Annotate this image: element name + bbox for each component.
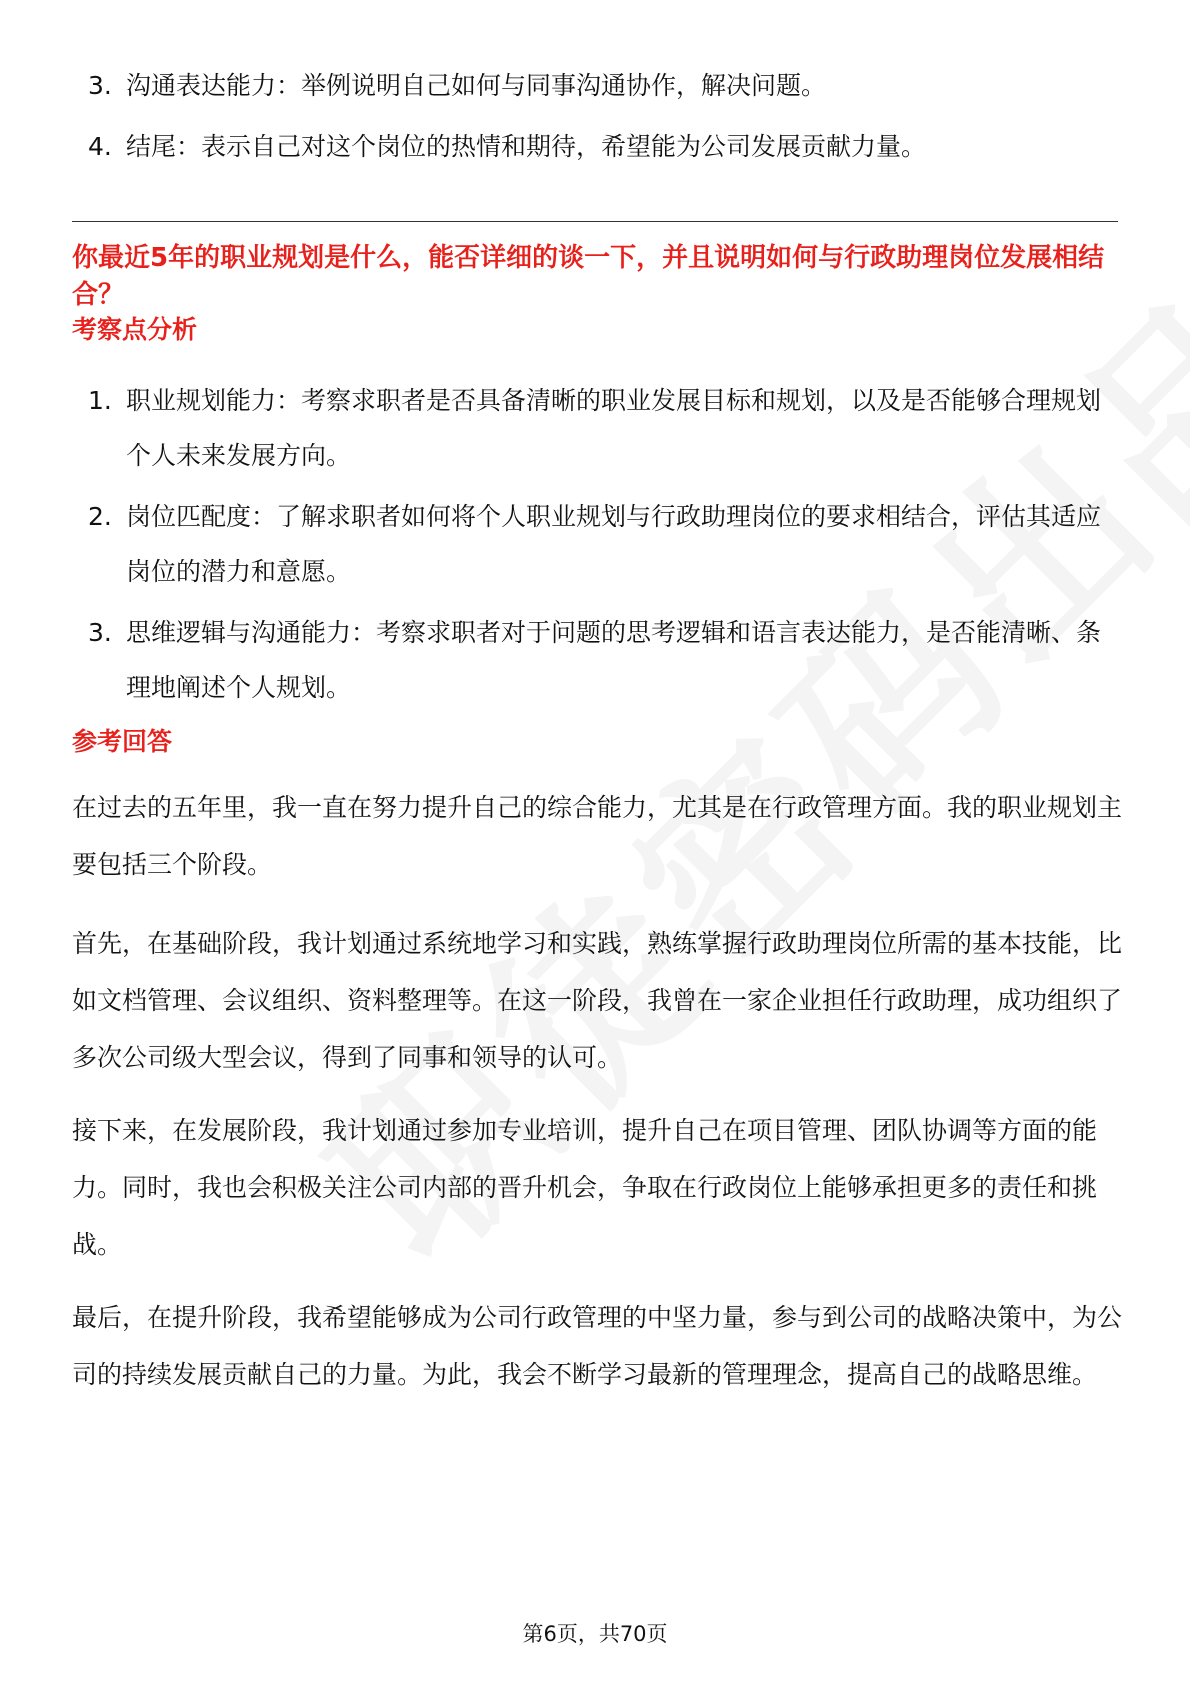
answer-paragraph: 首先，在基础阶段，我计划通过系统地学习和实践，熟练掌握行政助理岗位所需的基本技能，比如文档管理、会议组织、资料整理等。在这一阶段，我曾在一家企业担任行政助理，成功组织了多次公司级大型会议，得到了同事和领导的认可。 <box>72 929 1123 1072</box>
list-item <box>88 489 1118 599</box>
top-list <box>88 58 1118 180</box>
answer-label: 参考回答 <box>72 727 173 756</box>
answer-paragraph: 接下来，在发展阶段，我计划通过参加专业培训，提升自己在项目管理、团队协调等方面的能力。同时，我也会积极关注公司内部的晋升机会，争取在行政岗位上能够承担更多的责任和挑战。 <box>72 1116 1098 1259</box>
list-item-number: 2. <box>88 502 112 531</box>
question-heading: 你最近5年的职业规划是什么，能否详细的谈一下，并且说明如何与行政助理岗位发展相结合？ <box>72 243 1105 310</box>
analysis-label: 考察点分析 <box>72 315 198 344</box>
list-item-text: 岗位匹配度：了解求职者如何将个人职业规划与行政助理岗位的要求相结合，评估其适应岗位的潜力和意愿。 <box>126 502 1102 586</box>
answer-paragraph: 在过去的五年里，我一直在努力提升自己的综合能力，尤其是在行政管理方面。我的职业规划主要包括三个阶段。 <box>72 793 1123 879</box>
list-item-text: 思维逻辑与沟通能力：考察求职者对于问题的思考逻辑和语言表达能力，是否能清晰、条理地阐述个人规划。 <box>126 618 1102 702</box>
analysis-list <box>88 373 1118 721</box>
page-footer: 第6页，共70页 <box>522 1622 668 1646</box>
list-item-number: 3. <box>88 618 112 647</box>
list-item-text: 职业规划能力：考察求职者是否具备清晰的职业发展目标和规划，以及是否能够合理规划个人未来发展方向。 <box>126 386 1102 470</box>
list-item <box>88 373 1118 483</box>
list-item-number: 1. <box>88 386 112 415</box>
list-item <box>88 605 1118 715</box>
list-item-number: 4. <box>88 132 112 161</box>
list-item-text: 结尾：表示自己对这个岗位的热情和期待，希望能为公司发展贡献力量。 <box>126 132 927 161</box>
list-item <box>88 119 1118 174</box>
list-item <box>88 58 1118 113</box>
section-divider <box>72 221 1118 222</box>
answer-paragraph: 最后，在提升阶段，我希望能够成为公司行政管理的中坚力量，参与到公司的战略决策中，为公司的持续发展贡献自己的力量。为此，我会不断学习最新的管理理念，提高自己的战略思维。 <box>72 1303 1123 1389</box>
list-item-text: 沟通表达能力：举例说明自己如何与同事沟通协作，解决问题。 <box>126 71 827 100</box>
list-item-number: 3. <box>88 71 112 100</box>
